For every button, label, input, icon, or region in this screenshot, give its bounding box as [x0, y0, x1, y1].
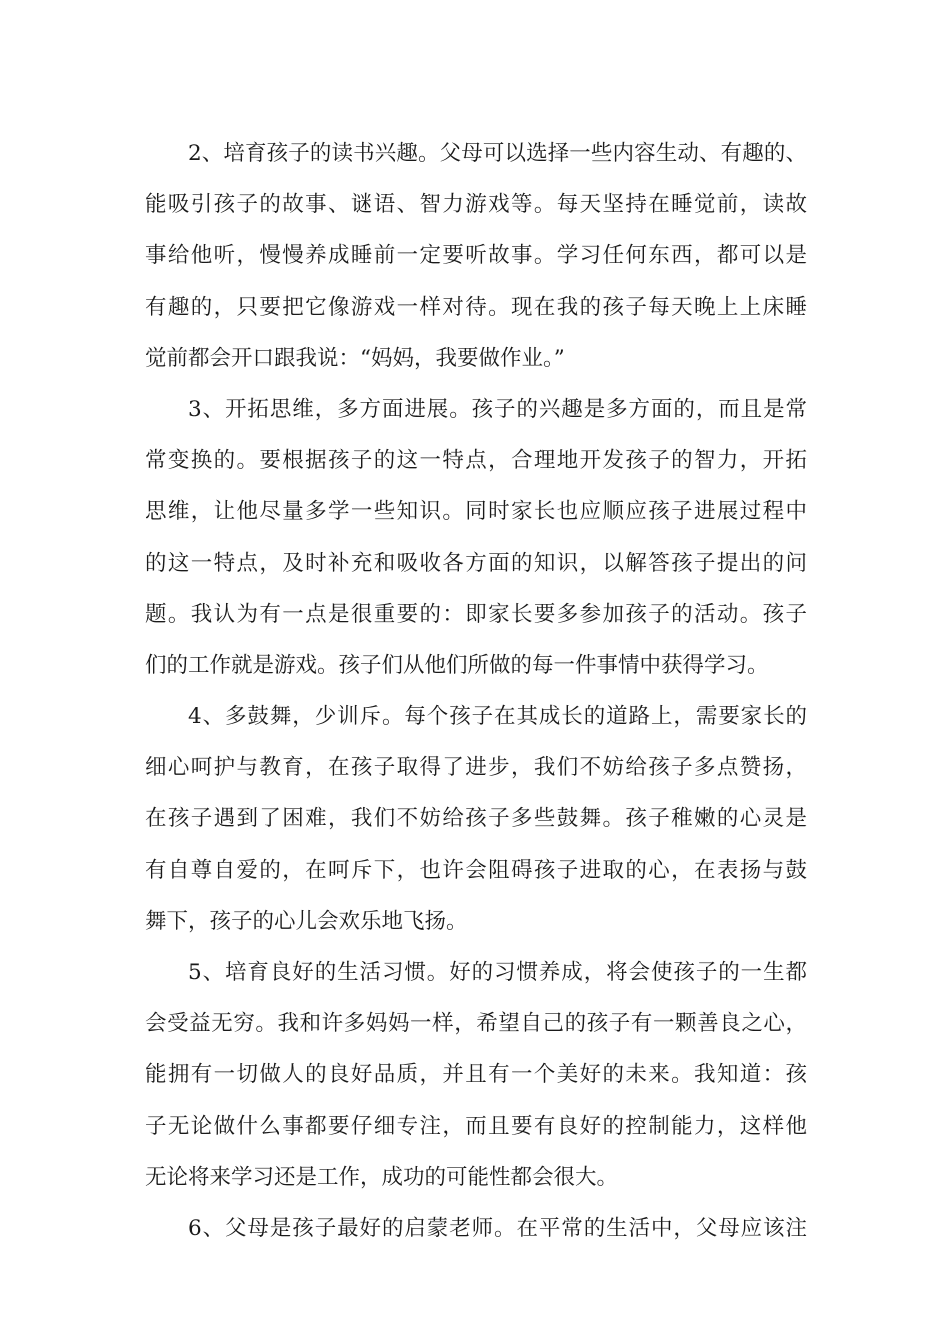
text-line: 思维，让他尽量多学一些知识。同时家长也应顺应孩子进展过程中: [145, 499, 807, 525]
text-line: 4、多鼓舞，少训斥。每个孩子在其成长的道路上，需要家长的: [188, 704, 807, 730]
text-line: 事给他听，慢慢养成睡前一定要听故事。学习任何东西，都可以是: [145, 243, 807, 269]
text-line: 有自尊自爱的，在呵斥下，也许会阻碍孩子进取的心，在表扬与鼓: [145, 857, 807, 883]
text-line: 5、培育良好的生活习惯。好的习惯养成，将会使孩子的一生都: [188, 960, 807, 985]
text-line: 无论将来学习还是工作，成功的可能性都会很大。: [145, 1164, 619, 1190]
text-line: 会受益无穷。我和许多妈妈一样，希望自己的孩子有一颗善良之心，: [145, 1011, 807, 1037]
text-line: 们的工作就是游戏。孩子们从他们所做的每一件事情中获得学习。: [145, 652, 769, 678]
text-line: 在孩子遇到了困难，我们不妨给孩子多些鼓舞。孩子稚嫩的心灵是: [145, 806, 807, 832]
text-line: 6、父母是孩子最好的启蒙老师。在平常的生活中，父母应该注: [188, 1215, 807, 1241]
paragraph-6: [145, 1203, 807, 1254]
paragraph-2: [145, 128, 807, 384]
text-line: 的这一特点，及时补充和吸收各方面的知识，以解答孩子提出的问: [145, 550, 807, 576]
text-line: 子无论做什么事都要仔细专注，而且要有良好的控制能力，这样他: [145, 1113, 807, 1139]
paragraph-3: [145, 384, 807, 691]
text-line: 细心呵护与教育，在孩子取得了进步，我们不妨给孩子多点赞扬，: [145, 755, 807, 781]
paragraph-5: [145, 947, 807, 1203]
text-line: 觉前都会开口跟我说：“妈妈，我要做作业。”: [145, 345, 565, 371]
text-line: 能拥有一切做人的良好品质，并且有一个美好的未来。我知道：孩: [145, 1062, 807, 1088]
text-line: 3、开拓思维，多方面进展。孩子的兴趣是多方面的，而且是常: [188, 396, 807, 422]
text-line: 题。我认为有一点是很重要的：即家长要多参加孩子的活动。孩子: [145, 601, 807, 627]
text-line: 有趣的，只要把它像游戏一样对待。现在我的孩子每天晚上上床睡: [145, 294, 807, 320]
text-line: 舞下，孩子的心儿会欢乐地飞扬。: [145, 908, 468, 934]
text-line: 能吸引孩子的故事、谜语、智力游戏等。每天坚持在睡觉前，读故: [145, 192, 807, 218]
document-body: [145, 128, 807, 1254]
text-line: 常变换的。要根据孩子的这一特点，合理地开发孩子的智力，开拓: [145, 448, 807, 474]
paragraph-4: [145, 691, 807, 947]
text-line: 2、培育孩子的读书兴趣。父母可以选择一些内容生动、有趣的、: [188, 141, 807, 166]
